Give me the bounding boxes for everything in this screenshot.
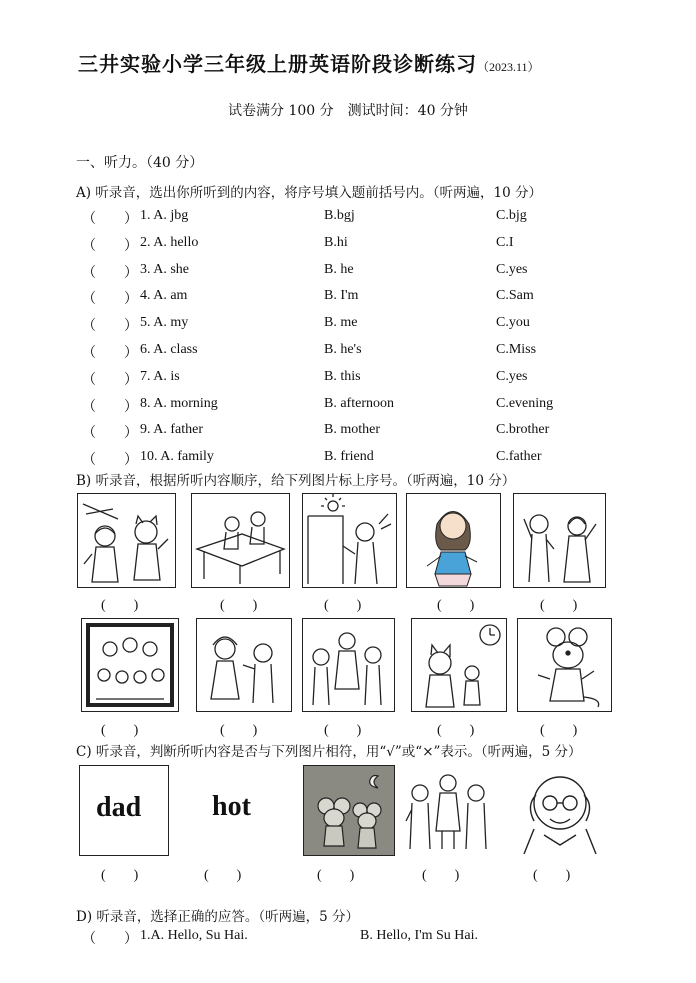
- option-c: C.yes: [496, 261, 528, 277]
- picture-three-children: [402, 765, 494, 854]
- question-row: [82, 315, 642, 335]
- option-a: 5. A. my: [140, 315, 189, 331]
- option-c: C.I: [496, 234, 514, 250]
- part-a-instruction: A) 听录音，选出你所听到的内容，将序号填入题前括号内。（听两遍，10 分）: [76, 185, 543, 201]
- option-b: B. me: [324, 315, 358, 331]
- question-row: [82, 262, 642, 282]
- option-c: C.brother: [496, 422, 550, 438]
- answer-bracket[interactable]: （ ）: [82, 372, 138, 388]
- option-b: B.bgj: [324, 208, 355, 223]
- answer-bracket[interactable]: ( ): [422, 868, 460, 883]
- answer-bracket[interactable]: ( ): [533, 868, 571, 883]
- section-heading: 一、听力。（40 分）: [76, 155, 204, 171]
- option-b: B. he: [324, 261, 354, 277]
- answer-bracket[interactable]: （ ）: [82, 453, 138, 469]
- question-row: [82, 449, 642, 469]
- answer-bracket[interactable]: ( ): [220, 598, 258, 613]
- answer-bracket[interactable]: （ ）: [82, 265, 138, 281]
- option-a: 2. A. hello: [140, 234, 199, 250]
- answer-bracket[interactable]: （ ）: [82, 212, 138, 227]
- question-row: [82, 235, 642, 255]
- option-a: 1. A. jbg: [140, 208, 189, 223]
- picture-family-photo: [81, 618, 179, 712]
- question-row: [82, 369, 642, 389]
- option-b: B. mother: [324, 422, 380, 438]
- option-a: 6. A. class: [140, 342, 198, 357]
- title-text: 三井实验小学三年级上册英语阶段诊断练习: [78, 52, 477, 76]
- picture-classroom-desks: [191, 493, 290, 588]
- part-d-question-1: [82, 928, 642, 948]
- option-c: C.bjg: [496, 208, 527, 223]
- option-b: B. afternoon: [324, 395, 394, 411]
- answer-bracket[interactable]: ( ): [317, 868, 355, 883]
- answer-bracket[interactable]: （ ）: [82, 426, 138, 442]
- answer-bracket[interactable]: ( ): [437, 723, 475, 738]
- answer-bracket[interactable]: （ ）: [82, 932, 138, 947]
- answer-bracket[interactable]: （ ）: [82, 346, 138, 361]
- answer-bracket[interactable]: ( ): [101, 868, 139, 883]
- picture-sun-and-people: [302, 493, 397, 588]
- exam-info: 试卷满分 100 分 测试时间：40 分钟: [228, 103, 468, 119]
- answer-bracket[interactable]: （ ）: [82, 319, 138, 335]
- option-c: C.Miss: [496, 342, 537, 357]
- option-b: B.hi: [324, 234, 348, 250]
- picture-girl-and-boy-talking: [196, 618, 292, 712]
- picture-mouse-character: [517, 618, 612, 712]
- option-b: B. I'm: [324, 288, 359, 304]
- answer-bracket[interactable]: （ ）: [82, 292, 138, 308]
- word-hot: hot: [212, 791, 251, 822]
- option-c: C.yes: [496, 368, 528, 384]
- picture-girl-smiling: [406, 493, 501, 588]
- part-c-instruction: C) 听录音，判断所听内容是否与下列图片相符，用“√”或“×”表示。（听两遍，5 分）: [76, 744, 582, 760]
- picture-two-kids-waving: [513, 493, 606, 588]
- answer-bracket[interactable]: ( ): [101, 723, 139, 738]
- answer-bracket[interactable]: （ ）: [82, 399, 138, 415]
- word-card-hot: [190, 765, 278, 854]
- question-row: [82, 342, 642, 362]
- part-b-instruction: B) 听录音，根据所听内容顺序，给下列图片标上序号。（听两遍，10 分）: [76, 473, 516, 489]
- option-a: 10. A. family: [140, 449, 214, 465]
- option-a: 7. A. is: [140, 368, 180, 384]
- picture-boy-and-cat: [77, 493, 176, 588]
- answer-bracket[interactable]: ( ): [324, 598, 362, 613]
- answer-bracket[interactable]: ( ): [101, 598, 139, 613]
- answer-bracket[interactable]: （ ）: [82, 238, 138, 254]
- option-b: B. Hello, I'm Su Hai.: [360, 928, 479, 943]
- option-c: C.evening: [496, 395, 554, 411]
- question-row: [82, 208, 642, 228]
- question-row: [82, 396, 642, 416]
- option-a: 3. A. she: [140, 261, 189, 277]
- picture-three-kids: [302, 618, 395, 712]
- option-a: 4. A. am: [140, 288, 188, 304]
- answer-bracket[interactable]: ( ): [220, 723, 258, 738]
- title-date: （2023.11）: [477, 60, 540, 74]
- answer-bracket[interactable]: ( ): [540, 598, 578, 613]
- option-a: 8. A. morning: [140, 395, 218, 411]
- question-row: [82, 422, 642, 442]
- answer-bracket[interactable]: ( ): [324, 723, 362, 738]
- question-row: [82, 288, 642, 308]
- option-c: C.you: [496, 315, 530, 331]
- answer-bracket[interactable]: ( ): [437, 598, 475, 613]
- answer-bracket[interactable]: ( ): [540, 723, 578, 738]
- picture-grandpa: [514, 765, 606, 854]
- option-b: B. this: [324, 368, 361, 384]
- picture-cat-mouse-clock: [411, 618, 507, 712]
- answer-bracket[interactable]: ( ): [204, 868, 242, 883]
- option-c: C.Sam: [496, 288, 534, 304]
- part-d-instruction: D) 听录音，选择正确的应答。（听两遍，5 分）: [76, 909, 360, 925]
- word-dad: dad: [96, 792, 142, 823]
- option-a: 9. A. father: [140, 422, 203, 438]
- option-c: C.father: [496, 449, 542, 465]
- picture-mice-at-night: [303, 765, 395, 856]
- page-title: [78, 48, 540, 77]
- word-card-dad: [79, 765, 169, 856]
- option-b: B. friend: [324, 449, 374, 465]
- option-a: 1.A. Hello, Su Hai.: [140, 928, 248, 943]
- option-b: B. he's: [324, 342, 362, 357]
